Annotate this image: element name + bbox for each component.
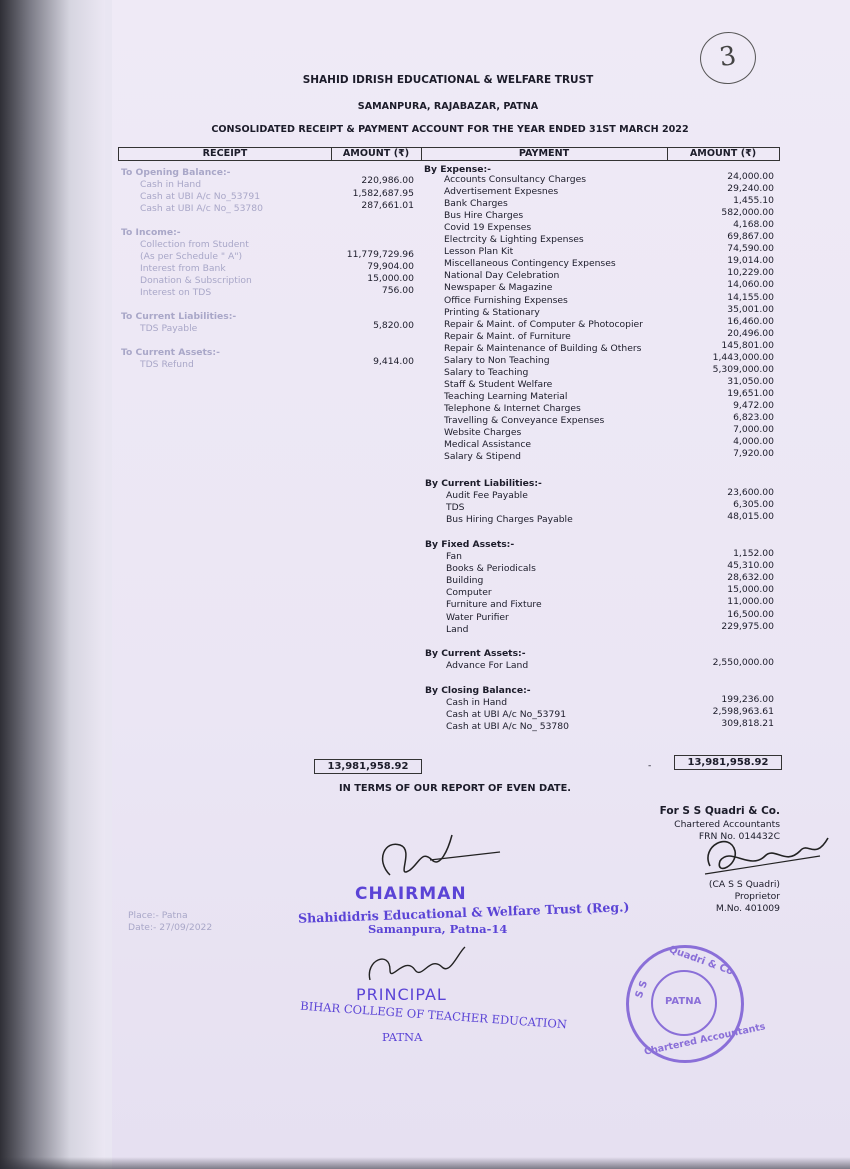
payment-item: Staff & Student Welfare bbox=[444, 378, 553, 390]
receipt-item: Collection from Student bbox=[140, 239, 249, 250]
payment-item: Bus Hiring Charges Payable bbox=[446, 514, 573, 525]
payment-amount: 4,000.00 bbox=[733, 436, 774, 448]
receipt-amount-header: AMOUNT (₹) bbox=[342, 148, 410, 159]
scan-edge bbox=[0, 0, 105, 1169]
payment-amount: 1,152.00 bbox=[733, 548, 774, 559]
payment-item: Cash at UBI A/c No_ 53780 bbox=[446, 721, 569, 732]
payment-amount: 6,305.00 bbox=[733, 499, 774, 510]
total-separator: - bbox=[648, 760, 652, 771]
auditor-role: Proprietor bbox=[734, 891, 780, 902]
receipt-item: Interest from Bank bbox=[140, 263, 226, 274]
payment-item: Building bbox=[446, 575, 484, 587]
payment-item: Repair & Maintenance of Building & Others bbox=[444, 342, 642, 354]
payment-item: Electrcity & Lighting Expenses bbox=[444, 234, 584, 246]
page-number: 3 bbox=[697, 28, 760, 87]
payment-item: Computer bbox=[446, 587, 492, 599]
payment-item: Water Purifier bbox=[446, 611, 509, 623]
receipt-amount: 15,000.00 bbox=[367, 273, 414, 284]
receipt-amount: 756.00 bbox=[381, 285, 414, 296]
payment-amount-header: AMOUNT (₹) bbox=[689, 148, 757, 159]
payment-amount: 309,818.21 bbox=[721, 718, 774, 729]
receipt-item: Cash at UBI A/c No_53791 bbox=[140, 191, 261, 202]
payment-item: Audit Fee Payable bbox=[446, 490, 528, 501]
principal-stamp: PRINCIPAL bbox=[356, 985, 447, 1004]
receipt-header: RECEIPT bbox=[202, 148, 248, 159]
payment-amount: 4,168.00 bbox=[733, 219, 774, 231]
payment-amount: 14,155.00 bbox=[727, 291, 774, 303]
payment-item: Bus Hire Charges bbox=[444, 210, 524, 222]
payment-amount: 229,975.00 bbox=[721, 620, 774, 632]
scan-bottom-edge bbox=[0, 1157, 850, 1169]
auditor-signature bbox=[690, 826, 840, 896]
payment-item: Land bbox=[446, 623, 469, 635]
payment-item: Lesson Plan Kit bbox=[444, 246, 514, 258]
payment-amount: 31,050.00 bbox=[727, 375, 774, 387]
report-note: IN TERMS OF OUR REPORT OF EVEN DATE. bbox=[338, 783, 572, 794]
payment-amount: 199,236.00 bbox=[721, 694, 774, 705]
payment-amount: 1,443,000.00 bbox=[712, 351, 774, 363]
receipt-item: TDS Refund bbox=[140, 359, 194, 370]
date: Date:- 27/09/2022 bbox=[128, 922, 213, 933]
auditor-designation: Chartered Accountants bbox=[674, 819, 780, 830]
table-header bbox=[118, 147, 780, 161]
payment-amount: 48,015.00 bbox=[727, 511, 774, 522]
receipt-amount: 1,582,687.95 bbox=[352, 188, 414, 199]
auditor-frn: FRN No. 014432C bbox=[698, 831, 780, 842]
payment-item: Medical Assistance bbox=[444, 439, 532, 451]
trust-stamp: Shahididris Educational & Welfare Trust (Reg.) bbox=[297, 899, 630, 926]
payment-item: Telephone & Internet Charges bbox=[444, 402, 581, 414]
payment-item: Salary to Teaching bbox=[444, 366, 529, 378]
payment-item: Accounts Consultancy Charges bbox=[444, 174, 587, 185]
total-payments: 13,981,958.92 bbox=[674, 755, 782, 770]
trust-address-stamp: Samanpura, Patna-14 bbox=[368, 922, 508, 936]
receipt-amount: 9,414.00 bbox=[373, 356, 414, 367]
payment-amount: 5,309,000.00 bbox=[712, 363, 774, 375]
payment-item: Advance For Land bbox=[446, 660, 529, 671]
seal-bottom-text: Chartered Accountants bbox=[643, 1021, 767, 1058]
payment-amount: 19,651.00 bbox=[727, 387, 774, 399]
payment-item: Fan bbox=[446, 551, 462, 562]
receipt-item: Donation & Subscription bbox=[140, 275, 252, 286]
payment-section-title: By Closing Balance:- bbox=[425, 685, 531, 696]
payment-item: Office Furnishing Expenses bbox=[444, 294, 568, 306]
payment-item: Covid 19 Expenses bbox=[444, 222, 532, 234]
payment-amount: 69,867.00 bbox=[727, 231, 774, 243]
payment-amount: 29,240.00 bbox=[727, 183, 774, 195]
receipt-amount: 11,779,729.96 bbox=[346, 249, 414, 260]
payment-amount: 24,000.00 bbox=[727, 171, 774, 182]
payment-amount: 16,500.00 bbox=[727, 608, 774, 620]
payment-amount: 2,550,000.00 bbox=[712, 657, 774, 668]
receipt-section-title: To Opening Balance:- bbox=[121, 167, 231, 178]
payment-amount: 19,014.00 bbox=[727, 255, 774, 267]
payment-item: National Day Celebration bbox=[444, 270, 560, 282]
receipt-section-title: To Income:- bbox=[121, 227, 181, 238]
receipt-item: Interest on TDS bbox=[140, 287, 212, 298]
payment-item: Salary & Stipend bbox=[444, 451, 521, 463]
auditor-name: (CA S S Quadri) bbox=[708, 879, 780, 890]
receipt-amount: 5,820.00 bbox=[373, 320, 414, 331]
payment-item: Bank Charges bbox=[444, 198, 508, 210]
payment-amount: 14,060.00 bbox=[727, 279, 774, 291]
receipt-item: TDS Payable bbox=[140, 323, 198, 334]
receipt-item: Cash in Hand bbox=[140, 179, 202, 190]
auditor-firm: For S S Quadri & Co. bbox=[659, 805, 780, 817]
payment-item: Books & Periodicals bbox=[446, 563, 536, 575]
payment-amount: 11,000.00 bbox=[727, 596, 774, 608]
payment-item: Newspaper & Magazine bbox=[444, 282, 553, 294]
payment-amount: 145,801.00 bbox=[721, 339, 774, 351]
payment-item: Cash at UBI A/c No_53791 bbox=[446, 709, 567, 720]
payment-amount: 16,460.00 bbox=[727, 315, 774, 327]
payment-item: Travelling & Conveyance Expenses bbox=[444, 415, 605, 426]
org-name: SHAHID IDRISH EDUCATIONAL & WELFARE TRUST bbox=[302, 74, 594, 86]
payment-section-title: By Current Liabilities:- bbox=[425, 478, 542, 489]
auditor-membership: M.No. 401009 bbox=[715, 903, 780, 914]
payment-item: Salary to Non Teaching bbox=[444, 354, 550, 366]
org-address: SAMANPURA, RAJABAZAR, PATNA bbox=[357, 101, 539, 112]
payment-item: Repair & Maint. of Computer & Photocopier bbox=[444, 318, 643, 330]
receipt-item: Cash at UBI A/c No_ 53780 bbox=[140, 203, 263, 214]
payment-amount: 10,229.00 bbox=[727, 267, 774, 279]
payment-item: Miscellaneous Contingency Expenses bbox=[444, 258, 616, 270]
seal-left-text: S S bbox=[633, 979, 651, 1000]
payment-amount: 7,920.00 bbox=[733, 448, 774, 460]
total-receipts: 13,981,958.92 bbox=[314, 759, 422, 774]
receipt-amount: 220,986.00 bbox=[361, 175, 414, 186]
payment-item: TDS bbox=[446, 502, 465, 513]
payment-item: Printing & Stationary bbox=[444, 306, 540, 318]
payment-item: Advertisement Expesnes bbox=[444, 186, 559, 198]
payment-item: Teaching Learning Material bbox=[444, 390, 568, 402]
payment-amount: 23,600.00 bbox=[727, 487, 774, 498]
receipt-section-title: To Current Liabilities:- bbox=[121, 311, 237, 322]
payment-amount: 9,472.00 bbox=[733, 399, 774, 411]
payment-amount: 582,000.00 bbox=[721, 207, 774, 219]
payment-amount: 74,590.00 bbox=[727, 243, 774, 255]
payment-section-title: By Expense:- bbox=[424, 164, 491, 175]
payment-amount: 2,598,963.61 bbox=[712, 706, 774, 717]
payment-amount: 7,000.00 bbox=[733, 424, 774, 436]
payment-amount: 35,001.00 bbox=[727, 303, 774, 315]
auditor-seal bbox=[626, 944, 767, 1063]
payment-amount: 45,310.00 bbox=[727, 560, 774, 572]
payment-item: Repair & Maint. of Furniture bbox=[444, 330, 571, 342]
chairman-signature bbox=[360, 830, 510, 890]
receipt-item: (As per Schedule " A") bbox=[140, 251, 243, 262]
payment-item: Cash in Hand bbox=[446, 697, 508, 708]
chairman-stamp: CHAIRMAN bbox=[355, 884, 467, 904]
seal-center-text: PATNA bbox=[665, 996, 702, 1007]
college-city-stamp: PATNA bbox=[382, 1030, 423, 1044]
payment-header: PAYMENT bbox=[518, 148, 570, 159]
payment-section-title: By Current Assets:- bbox=[425, 648, 526, 659]
payment-amount: 15,000.00 bbox=[727, 584, 774, 596]
payment-item: Furniture and Fixture bbox=[446, 599, 542, 611]
college-stamp: BIHAR COLLEGE OF TEACHER EDUCATION bbox=[299, 998, 568, 1032]
payment-section-title: By Fixed Assets:- bbox=[425, 539, 515, 550]
receipt-amount: 287,661.01 bbox=[361, 200, 414, 211]
principal-signature bbox=[360, 945, 470, 990]
payment-amount: 1,455.10 bbox=[733, 195, 774, 207]
place: Place:- Patna bbox=[128, 910, 188, 921]
payment-amount: 28,632.00 bbox=[727, 572, 774, 584]
seal-top-text: Quadri & Co. bbox=[667, 944, 739, 979]
receipt-section-title: To Current Assets:- bbox=[121, 347, 220, 358]
payment-amount: 20,496.00 bbox=[727, 327, 774, 339]
statement-title: CONSOLIDATED RECEIPT & PAYMENT ACCOUNT FOR THE YEAR ENDED 31ST MARCH 2022 bbox=[211, 124, 689, 135]
receipt-amount: 79,904.00 bbox=[367, 261, 414, 272]
payment-amount: 6,823.00 bbox=[733, 412, 774, 423]
payment-item: Website Charges bbox=[444, 427, 522, 439]
